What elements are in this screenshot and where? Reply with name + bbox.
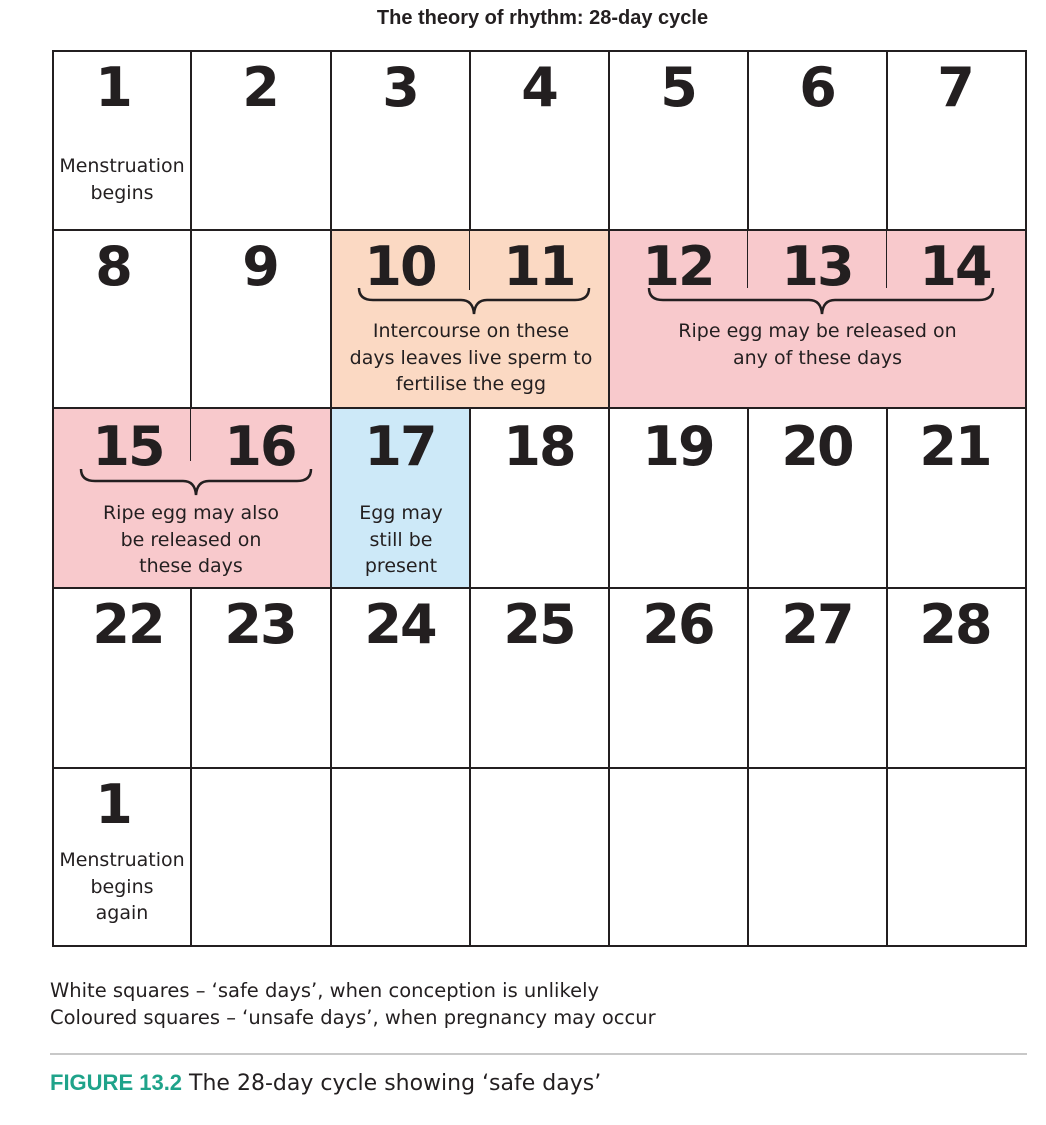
day-number: 10 xyxy=(364,235,436,298)
brace-days-10-11 xyxy=(357,286,592,316)
note-ripe-egg-also-released: Ripe egg may also be released on these days xyxy=(102,502,279,577)
grid-line-v2 xyxy=(330,50,332,947)
day-number: 25 xyxy=(503,593,575,656)
day-number: 19 xyxy=(642,415,714,478)
day-number: 15 xyxy=(92,415,164,478)
grid-line-v6a xyxy=(886,50,888,230)
grid-line-v1b xyxy=(190,409,191,461)
day-number: 14 xyxy=(919,235,991,298)
grid-line-h3 xyxy=(52,587,1027,589)
caption-divider xyxy=(50,1053,1027,1055)
day-number: 13 xyxy=(781,235,853,298)
day-number: 4 xyxy=(521,56,557,119)
day-number: 11 xyxy=(503,235,575,298)
grid-line-v1a xyxy=(190,50,192,409)
note-intercourse-days: Intercourse on these days leaves live sperm to fertilise the egg xyxy=(349,320,593,395)
day-number: 6 xyxy=(799,56,835,119)
figure-caption-text: The 28-day cycle showing ‘safe days’ xyxy=(182,1071,602,1096)
note-ripe-egg-released: Ripe egg may be released on any of these days xyxy=(678,320,957,369)
day-number: 16 xyxy=(224,415,296,478)
diagram-title: The theory of rhythm: 28-day cycle xyxy=(376,7,709,29)
day-number: 23 xyxy=(224,593,296,656)
day-number: 7 xyxy=(937,56,973,119)
day-number: 3 xyxy=(382,56,418,119)
grid-line-v7 xyxy=(1025,50,1027,947)
grid-line-v5b xyxy=(747,230,748,288)
grid-line-v5a xyxy=(747,50,749,230)
day-number: 28 xyxy=(919,593,991,656)
grid-line-v3a xyxy=(469,50,471,230)
day-number: 1 xyxy=(95,773,131,836)
day-number: 22 xyxy=(92,593,164,656)
grid-line-v3c xyxy=(469,408,471,947)
note-menstruation-begins-again: Menstruation begins again xyxy=(59,849,185,924)
figure-caption xyxy=(50,1066,601,1101)
grid-line-v4 xyxy=(608,50,610,947)
grid-line-h4 xyxy=(52,767,1027,769)
brace-days-12-14 xyxy=(647,286,997,316)
note-egg-still-present: Egg may still be present xyxy=(359,502,443,577)
day-number: 1 xyxy=(95,56,131,119)
grid-line-v3b xyxy=(469,230,470,290)
day-number: 24 xyxy=(364,593,436,656)
grid-line-v5c xyxy=(747,408,749,947)
legend-safe-days: White squares – ‘safe days’, when conception is unlikely xyxy=(50,979,600,1002)
grid-line-h2 xyxy=(52,407,1027,409)
figure-label: FIGURE 13.2 xyxy=(50,1070,183,1095)
legend-unsafe-days: Coloured squares – ‘unsafe days’, when pregnancy may occur xyxy=(50,1005,656,1029)
legend xyxy=(50,978,656,1031)
cycle-calendar-grid xyxy=(52,50,1027,947)
day-number: 21 xyxy=(919,415,991,478)
grid-line-h5 xyxy=(52,945,1027,947)
day-number: 5 xyxy=(660,56,696,119)
day-number: 20 xyxy=(781,415,853,478)
day-number: 9 xyxy=(242,235,278,298)
day-number: 18 xyxy=(503,415,575,478)
grid-line-v6b xyxy=(886,230,887,288)
grid-line-v6c xyxy=(886,408,888,947)
grid-line-h0 xyxy=(52,50,1027,52)
brace-days-15-16 xyxy=(79,467,314,497)
day-number: 27 xyxy=(781,593,853,656)
grid-line-h1 xyxy=(52,229,1027,231)
day-number: 12 xyxy=(642,235,714,298)
day-number: 26 xyxy=(642,593,714,656)
day-number: 8 xyxy=(95,235,131,298)
day-number: 17 xyxy=(364,415,436,478)
day-number: 2 xyxy=(242,56,278,119)
note-menstruation-begins: Menstruation begins xyxy=(59,155,185,204)
